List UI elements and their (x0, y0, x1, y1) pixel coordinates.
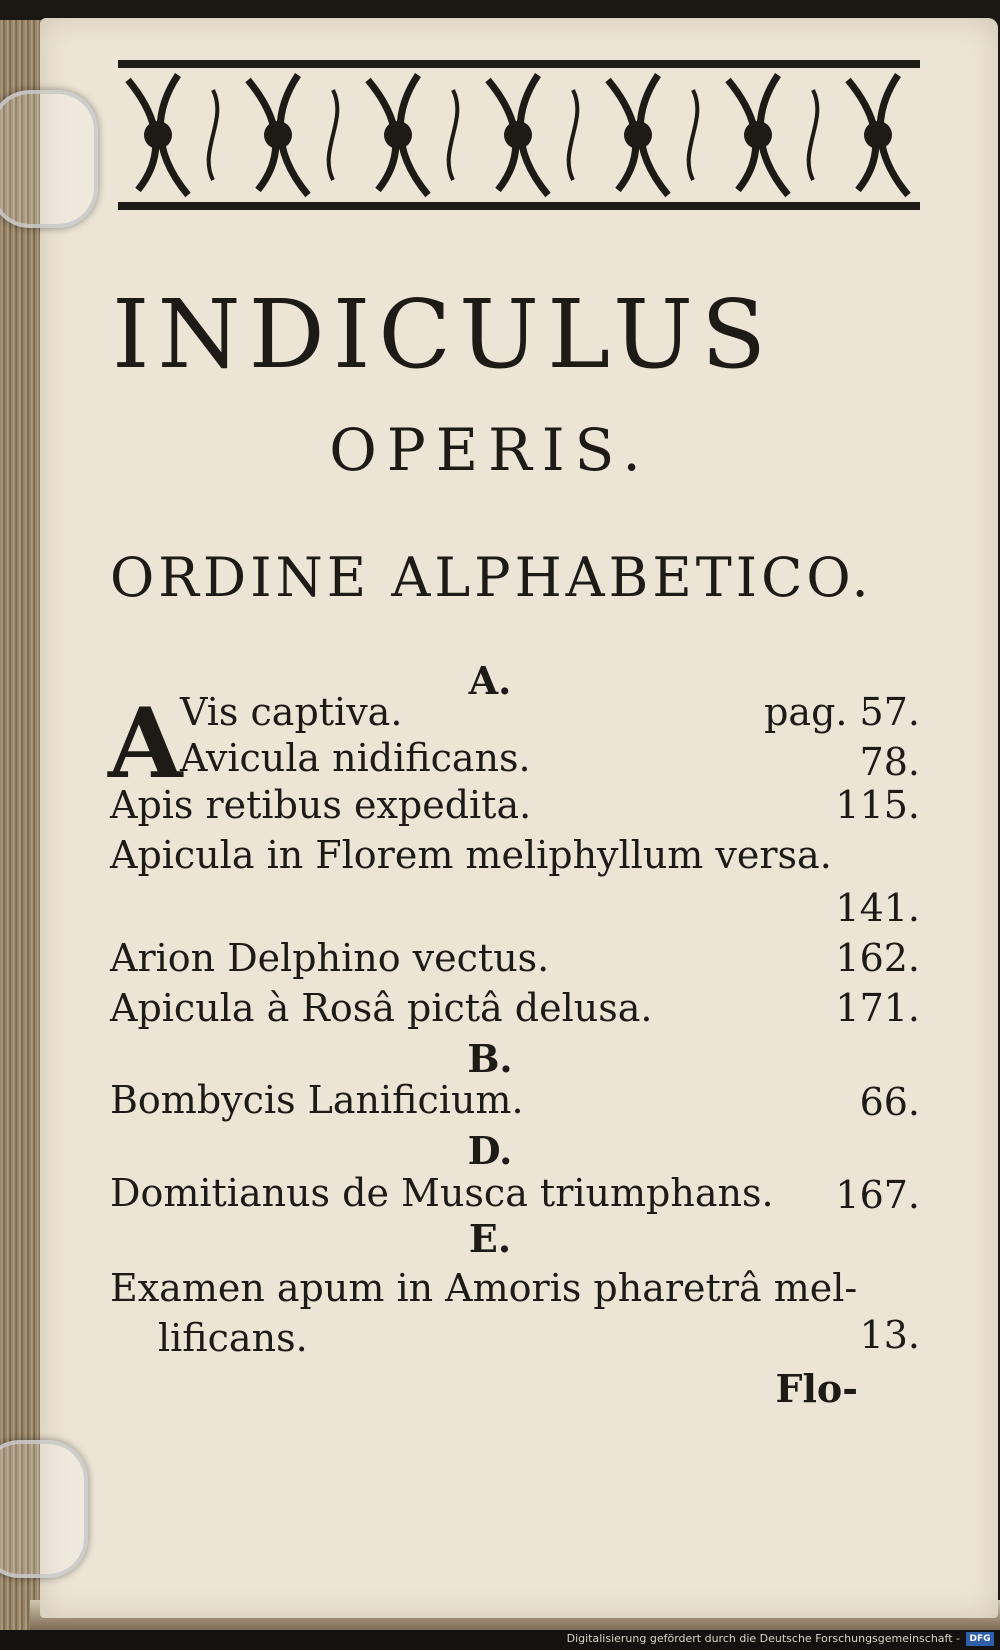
section-letter-b: B. (467, 1036, 513, 1081)
page-ref-apicula-rosa: 171. (835, 986, 920, 1030)
section-letter-d: D. (467, 1128, 513, 1173)
entry-bombycis: Bombycis Lanificium. (110, 1078, 524, 1122)
page-ref-examen: 13. (859, 1313, 920, 1357)
drop-cap: A (108, 687, 183, 800)
page-ref-arion: 162. (835, 936, 920, 980)
ornament-band (118, 60, 920, 210)
page-ref-apis: 115. (835, 783, 920, 827)
page-subtitle: OPERIS. (329, 416, 651, 484)
entry-avicula: Avicula nidificans. (180, 736, 531, 780)
entry-apicula-rosa: Apicula à Rosâ pictâ delusa. (110, 986, 653, 1030)
page-title: INDICULUS (112, 280, 775, 390)
page-ref-domitianus: 167. (835, 1173, 920, 1217)
page-ref-avicula: 78. (859, 740, 920, 784)
entry-apicula-florem: Apicula in Florem meliphyllum versa. (110, 833, 832, 877)
catchword: Flo- (775, 1366, 858, 1411)
page-ref-bombycis: 66. (859, 1080, 920, 1124)
footer-credit: Digitalisierung gefördert durch die Deutsche Forschungsgemeinschaft - (566, 1632, 960, 1645)
order-heading: ORDINE ALPHABETICO. (110, 546, 873, 609)
page-clip-top (0, 90, 98, 228)
page-clip-bottom (0, 1440, 88, 1578)
entry-examen: Examen apum in Amoris pharetrâ mel- (110, 1266, 858, 1310)
section-letter-e: E. (468, 1216, 512, 1261)
page-ref-apicula-florem: 141. (835, 886, 920, 930)
entry-examen-continued: lificans. (158, 1316, 308, 1360)
dfg-badge: DFG (966, 1632, 994, 1646)
entry-arion: Arion Delphino vectus. (110, 936, 550, 980)
section-letter-a: A. (468, 658, 512, 703)
page-ref-avis: pag. 57. (764, 690, 920, 734)
entry-apis: Apis retibus expedita. (110, 783, 532, 827)
entry-domitianus: Domitianus de Musca triumphans. (110, 1171, 774, 1215)
book-page (40, 18, 998, 1618)
entry-avis: Vis captiva. (180, 690, 403, 734)
